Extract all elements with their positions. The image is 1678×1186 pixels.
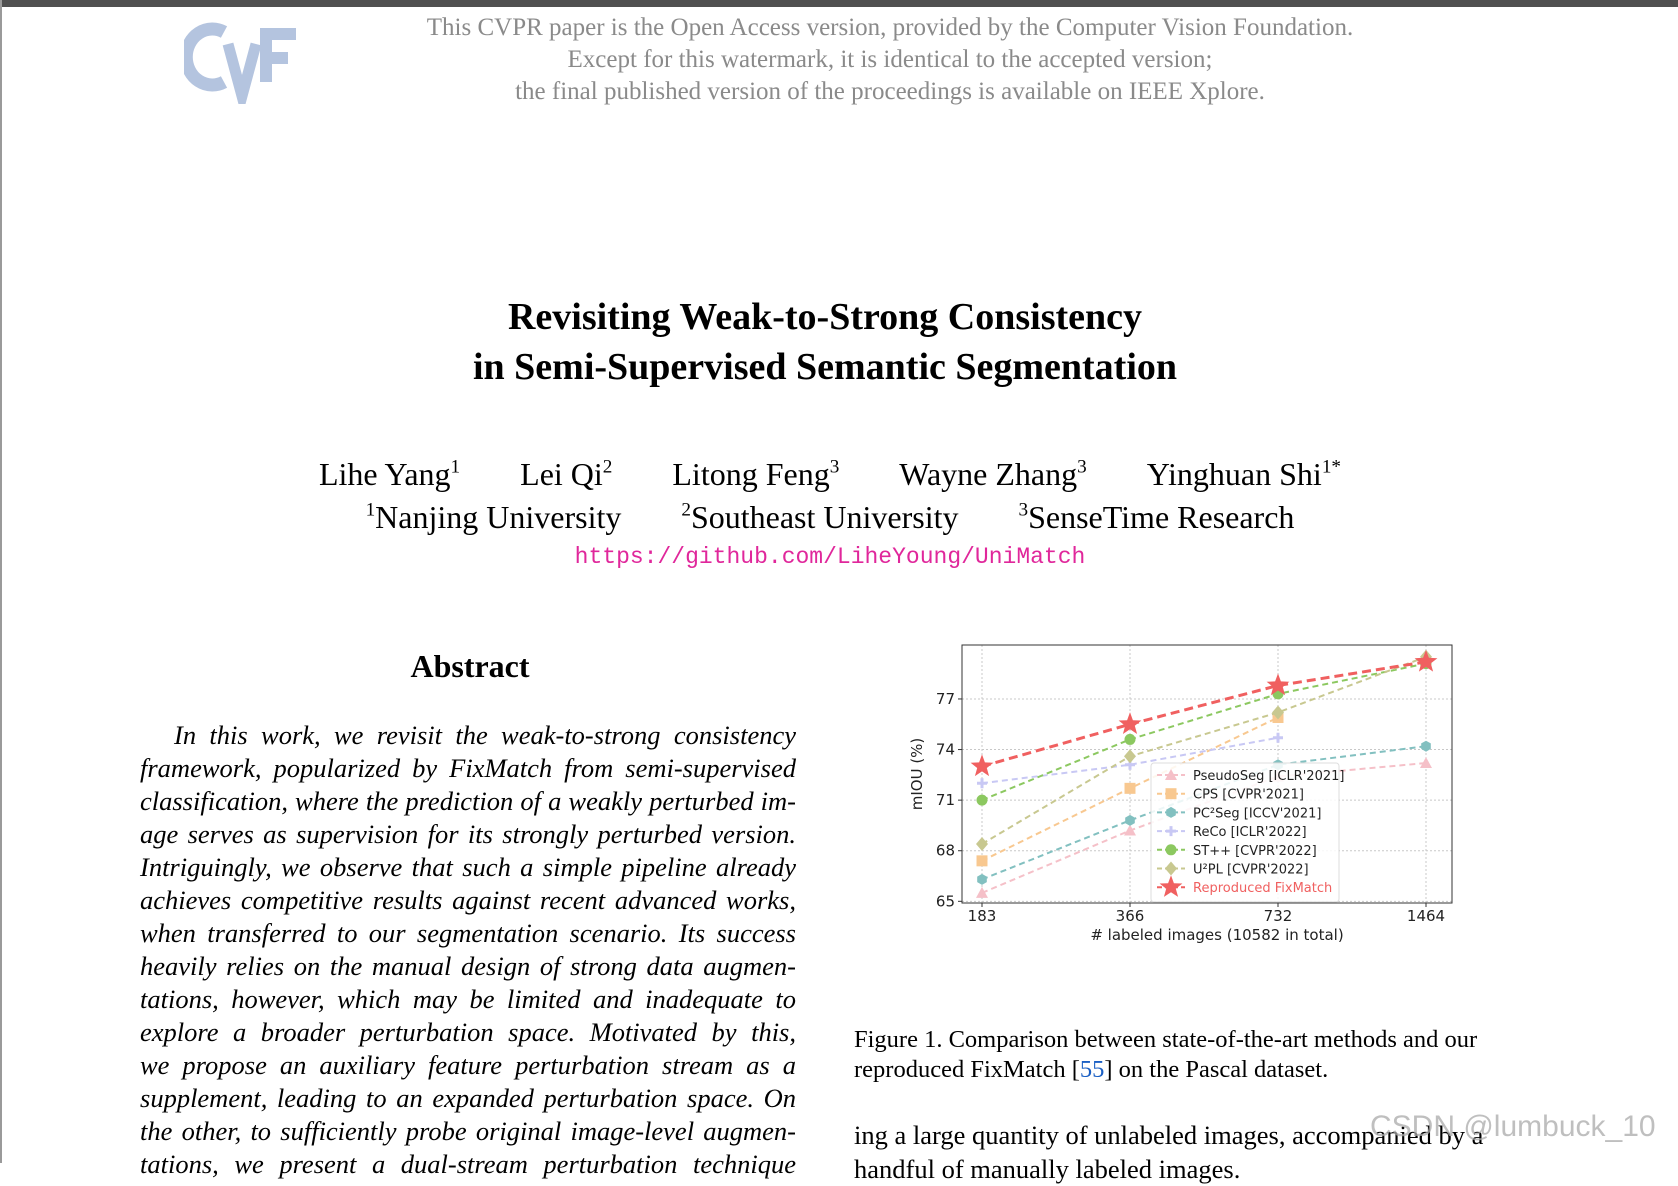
legend-label: ST++ [CVPR'2022] [1193,843,1317,859]
caption-text: ] on the Pascal dataset. [1104,1056,1329,1083]
intro-line: ing a large quantity of unlabeled images, accompanied by a [854,1120,1484,1150]
title-line-2: in Semi-Supervised Semantic Segmentation [472,346,1178,388]
abstract-heading: Abstract [410,648,530,684]
abstract-line: tations, we present a dual-stream perturbation technique [140,1149,796,1179]
caption-line: Figure 1. Comparison between state-of-the-art methods and our [854,1026,1478,1053]
watermark-line-2: Except for this watermark, it is identical to the accepted version; [567,46,1213,73]
x-tick-label: 366 [1115,907,1145,925]
watermark-line-1: This CVPR paper is the Open Access version, provided by the Computer Vision Foundation. [426,14,1354,41]
affiliation [366,499,622,535]
csdn-watermark: CSDN @lumbuck_10 [1370,1110,1656,1143]
abstract-line: achieves competitive results against recent advanced works, [140,885,796,915]
abstract-line: the other, to sufficiently probe original image-level augmen- [140,1116,796,1146]
y-tick-label: 74 [935,740,955,759]
author [672,456,839,492]
title-line-1: Revisiting Weak-to-Strong Consistency [507,296,1143,338]
abstract-line: tations, however, which may be limited and inadequate to [140,984,796,1014]
legend-marker [1166,788,1177,799]
abstract-line: age serves as supervision for its strongly perturbed version. [140,819,796,849]
author [899,456,1086,492]
legend-label: ReCo [ICLR'2022] [1193,825,1307,841]
abstract-line: classification, where the prediction of a weakly perturbed im- [140,786,796,816]
open-access-watermark [360,12,1420,108]
abstract-line: In this work, we revisit the weak-to-strong consistency [174,720,796,750]
author-affil-mark: 3 [829,456,840,478]
legend-label: PC²Seg [ICCV'2021] [1193,806,1322,822]
intro-line: handful of manually labeled images. [854,1154,1241,1184]
data-point [1273,733,1283,743]
abstract-line: heavily relies on the manual design of strong data augmen- [140,951,796,981]
y-tick-label: 71 [935,791,955,810]
x-tick-label: 183 [967,907,997,925]
data-point [971,754,994,776]
data-point [1125,734,1136,745]
abstract-line: Intriguingly, we observe that such a simple pipeline already [140,852,796,882]
data-point [1125,815,1135,826]
affil-name: Nanjing University [375,499,622,535]
affiliation-list [290,497,1370,537]
paper-title [300,292,1350,392]
data-point [1124,749,1136,763]
author [1147,456,1341,492]
abstract-body [140,719,796,1181]
author-name: Wayne Zhang [899,456,1078,492]
affiliation [1018,499,1294,535]
data-point [1421,741,1431,752]
code-url-link[interactable]: https://github.com/LiheYoung/UniMatch [574,544,1086,570]
author-name: Lei Qi [520,456,603,492]
abstract-line: when transferred to our segmentation scenario. Its success [140,918,796,948]
author [319,456,460,492]
viewer-left-edge [0,0,2,1163]
data-point [976,837,988,851]
y-tick-label: 65 [935,892,955,911]
x-axis-label: # labeled images (10582 in total) [1090,926,1344,944]
legend-marker [1166,844,1177,855]
y-tick-label: 77 [935,689,955,708]
figure-1-chart [898,643,1458,1013]
cvf-logo [184,18,314,104]
y-tick-label: 68 [935,841,955,860]
author [520,456,612,492]
affiliation [681,499,958,535]
data-point [1125,783,1136,794]
legend-label: PseudoSeg [ICLR'2021] [1193,769,1345,784]
legend-label: Reproduced FixMatch [1193,881,1333,897]
x-tick-label: 1464 [1406,907,1446,925]
abstract-line: explore a broader perturbation space. Motivated by this, [140,1017,796,1047]
author-name: Yinghuan Shi [1146,456,1322,492]
author-name: Litong Feng [672,456,830,492]
data-point [976,887,988,898]
author-affil-mark: 1* [1321,456,1341,478]
affil-name: Southeast University [690,499,959,535]
author-affil-mark: 3 [1077,456,1087,478]
abstract-line: framework, popularized by FixMatch from semi-supervised [140,753,796,783]
affil-mark: 3 [1018,499,1029,521]
y-axis-label: mIOU (%) [908,737,926,811]
caption-line [854,1055,1514,1085]
author-name: Lihe Yang [318,456,451,492]
data-point [977,874,987,885]
abstract-line: supplement, leading to an expanded perturbation space. On [140,1083,796,1113]
abstract-line: we propose an auxiliary feature perturbation stream as a [140,1050,796,1080]
affil-name: SenseTime Research [1028,499,1295,535]
data-point [977,855,988,866]
x-tick-label: 732 [1263,907,1293,925]
author-list [290,454,1370,494]
caption-text: reproduced FixMatch [ [854,1056,1080,1083]
data-point [977,795,988,806]
data-point [977,778,987,788]
watermark-line-3: the final published version of the proceedings is available on IEEE Xplore. [515,78,1265,105]
author-affil-mark: 1 [450,456,461,478]
viewer-top-bar [0,0,1678,7]
citation-link[interactable]: 55 [1079,1056,1105,1083]
affil-mark: 2 [681,499,691,521]
legend-label: CPS [CVPR'2021] [1193,787,1304,803]
author-affil-mark: 2 [602,456,613,478]
affil-mark: 1 [365,499,376,521]
figure-caption [854,1025,1514,1085]
legend-label: U²PL [CVPR'2022] [1193,862,1309,878]
